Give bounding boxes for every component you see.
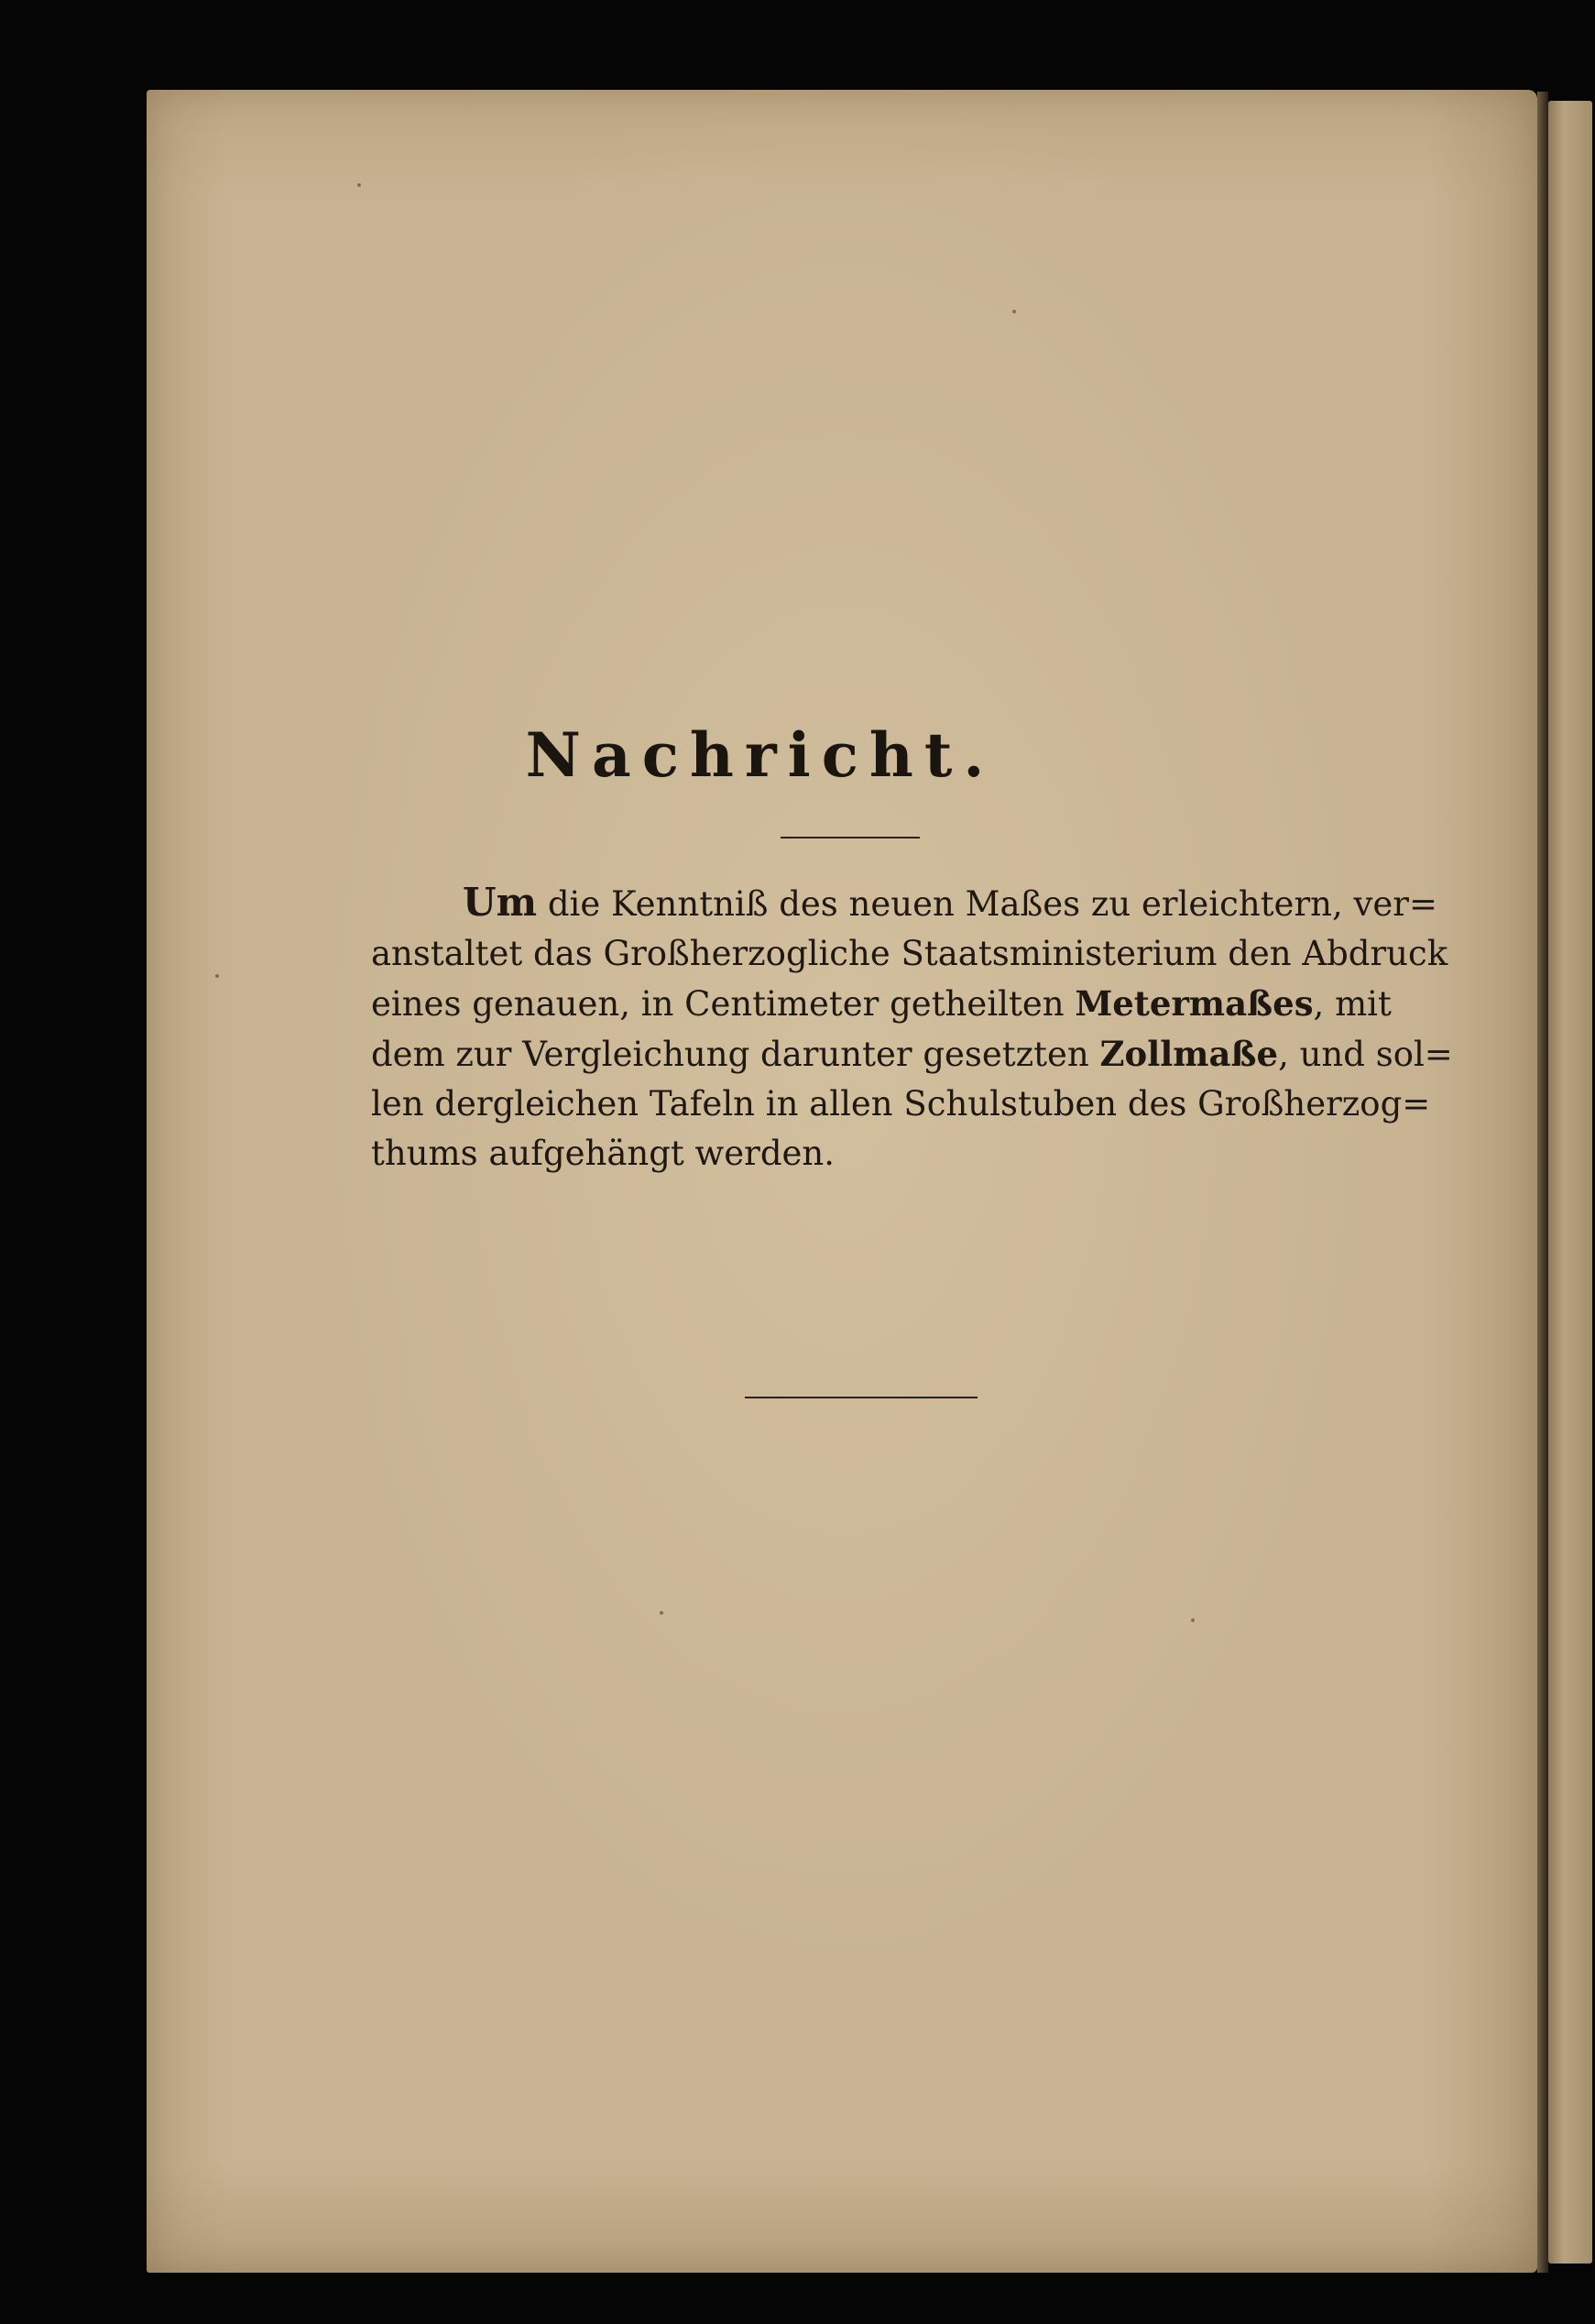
- facing-page-edge: [1548, 101, 1592, 2264]
- notice-line: [371, 1129, 1340, 1178]
- notice-text: anstaltet das Großherzogliche Staatsministerium den Abdruck: [371, 934, 1448, 973]
- notice-text: , und sol=: [1278, 1035, 1453, 1074]
- notice-emphasis: Metermaßes: [1075, 983, 1314, 1024]
- notice-line: [371, 979, 1392, 1029]
- closing-divider: [745, 1397, 978, 1398]
- paper-speck: [215, 974, 219, 978]
- notice-line: [371, 929, 1448, 979]
- paper-speck: [660, 1611, 663, 1615]
- paper-speck: [357, 183, 361, 187]
- notice-text: , mit: [1313, 984, 1392, 1024]
- binding-fold: [1537, 92, 1548, 2273]
- title-divider: [781, 837, 920, 839]
- notice-emphasis: Um: [463, 880, 538, 925]
- paper-speck: [1191, 1618, 1195, 1622]
- notice-text: thums aufgehängt werden.: [371, 1134, 835, 1173]
- notice-paragraph: [371, 878, 1453, 1178]
- notice-text: eines genauen, in Centimeter getheilten: [371, 984, 1076, 1024]
- paper-speck: [1012, 310, 1016, 313]
- notice-text: die Kenntniß des neuen Maßes zu erleichtern, ver=: [537, 884, 1437, 924]
- notice-line: [371, 878, 1437, 929]
- page-title: Nachricht.: [525, 719, 996, 791]
- notice-text: len dergleichen Tafeln in allen Schulstuben des Großherzog=: [371, 1084, 1431, 1124]
- notice-text: dem zur Vergleichung darunter gesetzten: [371, 1035, 1100, 1074]
- notice-line: [371, 1029, 1453, 1080]
- notice-line: [371, 1080, 1431, 1129]
- notice-emphasis: Zollmaße: [1099, 1034, 1279, 1074]
- paper-page: [147, 90, 1537, 2273]
